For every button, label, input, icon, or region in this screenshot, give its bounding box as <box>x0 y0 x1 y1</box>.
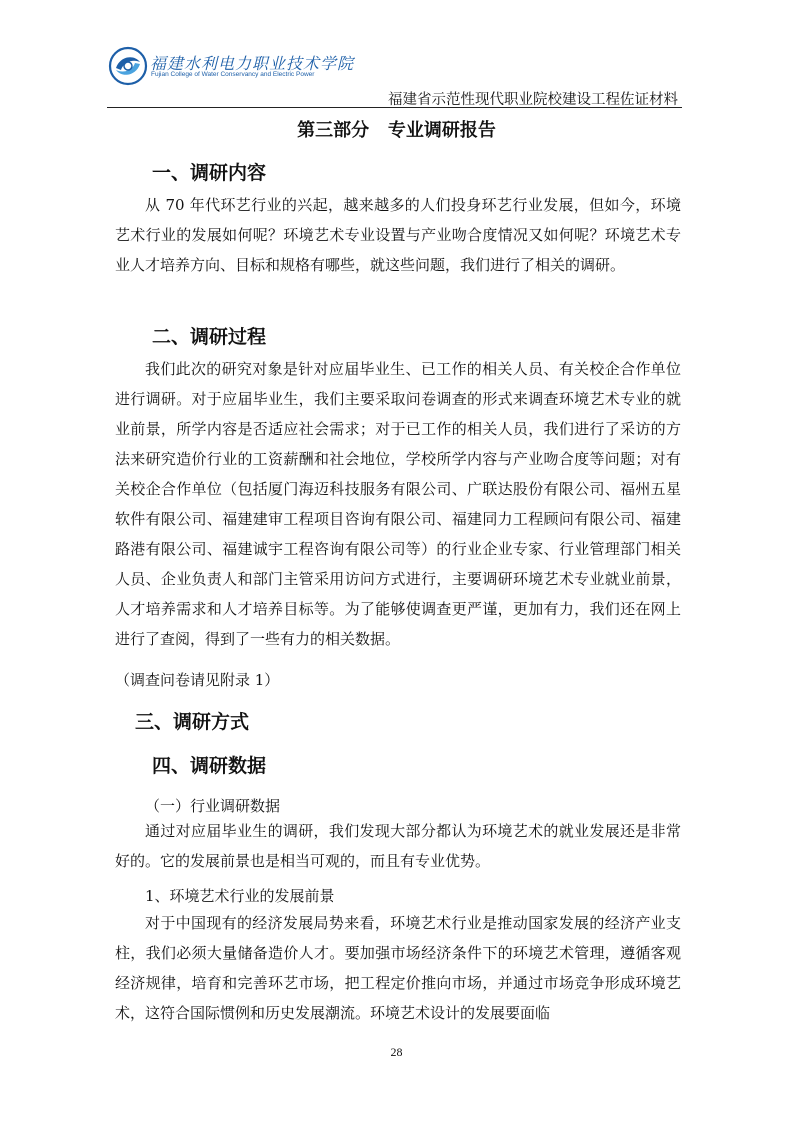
college-logo <box>108 46 355 92</box>
section-heading-research-data: 四、调研数据 <box>152 755 267 777</box>
part-title: 第三部分 专业调研报告 <box>297 120 496 141</box>
section-heading-research-content: 一、调研内容 <box>152 162 267 184</box>
header-divider <box>107 107 682 108</box>
page-header <box>0 0 793 110</box>
college-emblem-icon <box>108 46 148 86</box>
item-heading-industry-prospect: 1、环境艺术行业的发展前景 <box>145 887 335 905</box>
logo-text-cn: 福建水利电力职业技术学院 <box>150 54 355 73</box>
industry-data-paragraph: 通过对应届毕业生的调研，我们发现大部分都认为环境艺术的就业发展还是非常好的。它的发展前景也是相当可观的，而且有专业优势。 <box>115 822 681 870</box>
subsection-heading-industry-data: （一）行业调研数据 <box>145 797 281 815</box>
research-content-paragraph: 从 70 年代环艺行业的兴起，越来越多的人们投身环艺行业发展，但如今，环境艺术行业的发展如何呢？环境艺术专业设置与产业吻合度情况又如何呢？环境艺术专业人才培养方向、目标和规格有哪些，就这些问题，我们进行了相关的调研。 <box>115 196 681 274</box>
logo-text-en: Fujian College of Water Conservancy and Electric Power <box>151 71 315 78</box>
section-heading-research-method: 三、调研方式 <box>135 711 250 733</box>
research-process-paragraph: 我们此次的研究对象是针对应届毕业生、已工作的相关人员、有关校企合作单位进行调研。对于应届毕业生，我们主要采取问卷调查的形式来调查环境艺术专业的就业前景，所学内容是否适应社会需求；对于已工作的相关人员，我们进行了采访的方法来研究造价行业的工资薪酬和社会地位，学校所学内容与产业吻合度等问题；对有关校企合作单位（包括厦门海迈科技服务有限公司、广联达股份有限公司、福州五星软件有限公司、福建建审工程项目咨询有限公司、福建同力工程顾问有限公司、福建路港有限公司、福建诚宇工程咨询有限公司等）的行业企业专家、行业管理部门相关人员、企业负责人和部门主管采用访问方式进行，主要调研环境艺术专业就业前景，人才培养需求和人才培养目标等。为了能够使调查更严谨，更加有力，我们还在网上进行了查阅，得到了一些有力的相关数据。 <box>115 360 681 648</box>
industry-prospect-paragraph: 对于中国现有的经济发展局势来看，环境艺术行业是推动国家发展的经济产业支柱，我们必须大量储备造价人才。要加强市场经济条件下的环境艺术管理，遵循客观经济规律，培育和完善环艺市场，把工程定价推向市场，并通过市场竞争形成环境艺术，这符合国际惯例和历史发展潮流。环境艺术设计的发展要面临 <box>115 914 681 1022</box>
page-number: 28 <box>390 1045 403 1059</box>
document-title: 福建省示范性现代职业院校建设工程佐证材料 <box>388 92 678 108</box>
section-heading-research-process: 二、调研过程 <box>152 326 267 348</box>
appendix-note: （调查问卷请见附录 1） <box>115 671 280 689</box>
